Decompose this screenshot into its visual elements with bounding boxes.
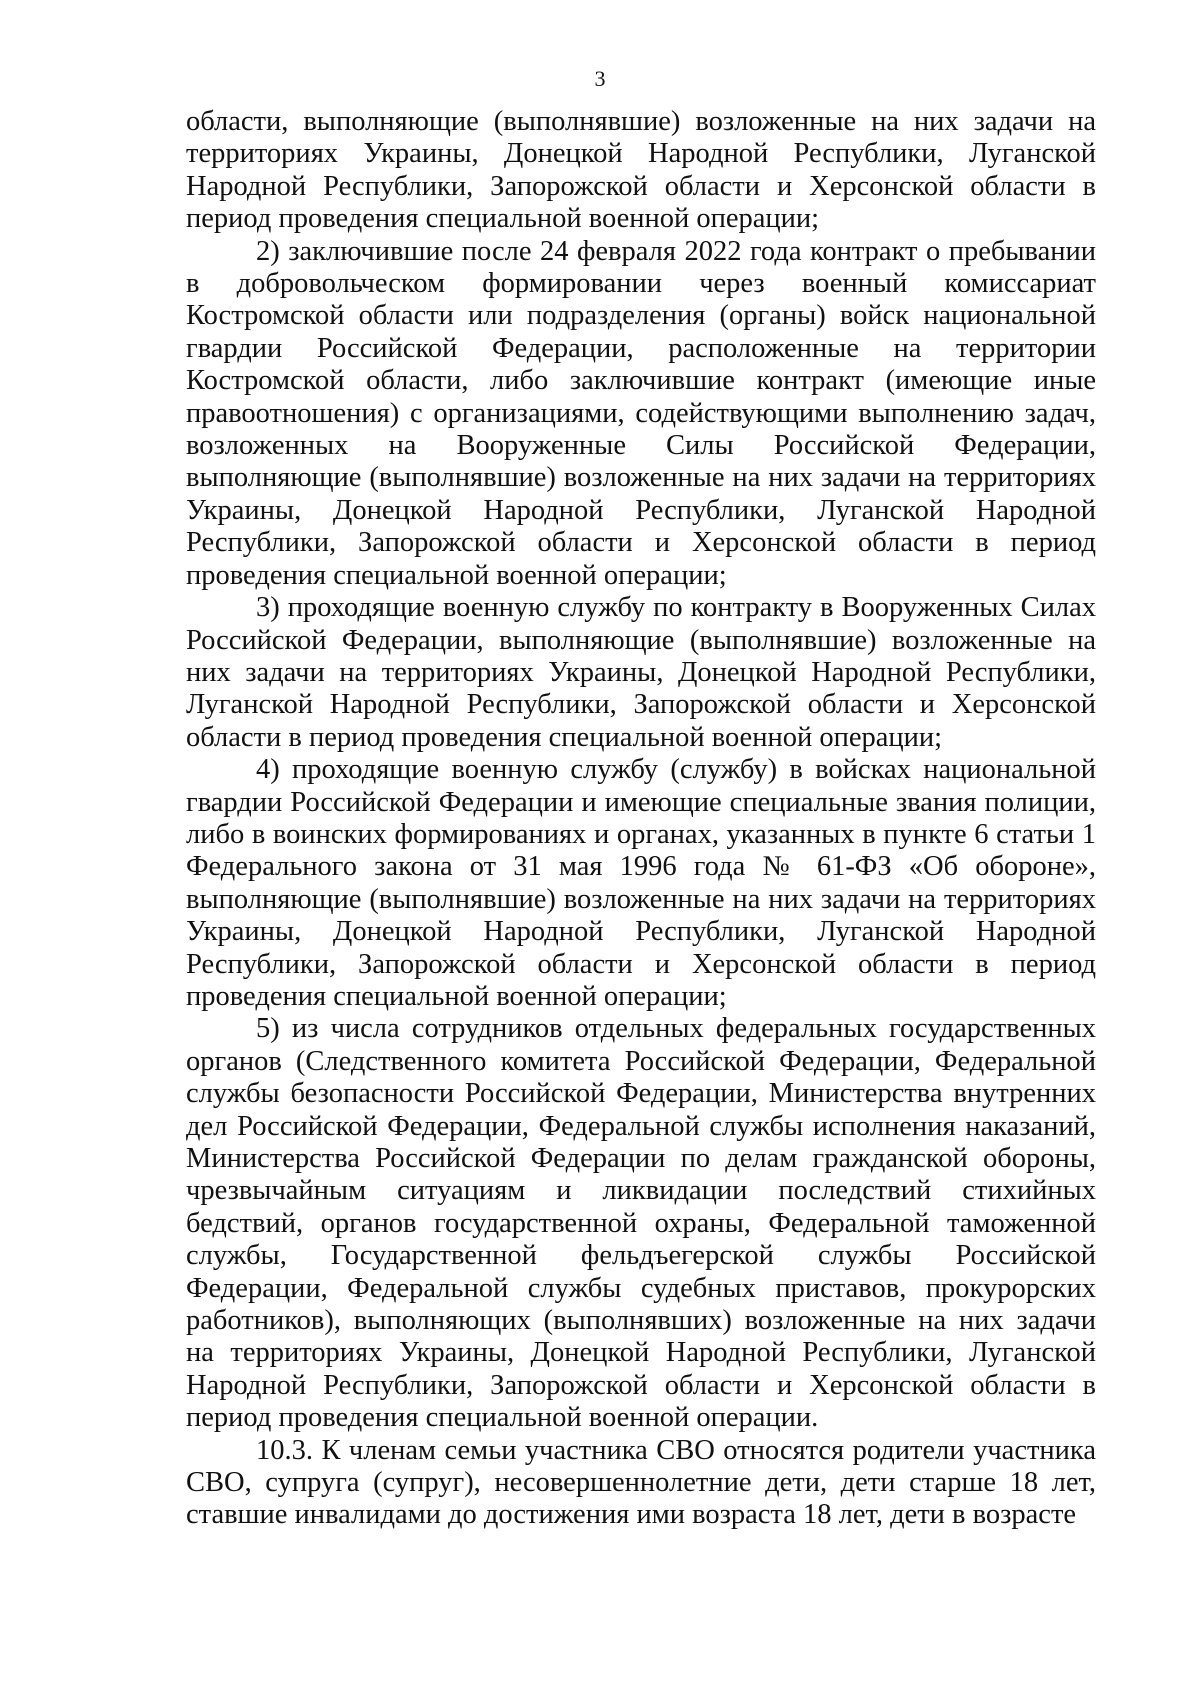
paragraph-item-4: 4) проходящие военную службу (службу) в войсках национальной гвардии Российской Федерации и имеющие специальные звания полиции, либо в воинских формированиях и органах, указанных в пункте 6 статьи 1 Федерального закона от 31 мая 1996 года № 61-ФЗ «Об обороне», выполняющие (выполнявшие) возложенные на них задачи на территориях Украины, Донецкой Народной Республики, Луганской Народной Республики, Запорожской области и Херсонской области в период проведения специальной военной операции; — [186, 754, 1096, 1012]
page-number: 3 — [594, 66, 606, 91]
paragraph-item-5: 5) из числа сотрудников отдельных федеральных государственных органов (Следственного комитета Российской Федерации, Федеральной службы безопасности Российской Федерации, Министерства внутренних дел Российской Федерации, Федеральной службы исполнения наказаний, Министерства Российской Федерации по делам гражданской обороны, чрезвычайным ситуациям и ликвидации последствий стихийных бедствий, органов государственной охраны, Федеральной таможенной службы, Государственной фельдъегерской службы Российской Федерации, Федеральной службы судебных приставов, прокурорских работников), выполняющих (выполнявших) возложенные на них задачи на территориях Украины, Донецкой Народной Республики, Луганской Народной Республики, Запорожской области и Херсонской области в период проведения специальной военной операции. — [186, 1013, 1096, 1434]
paragraph-item-3: 3) проходящие военную службу по контракту в Вооруженных Силах Российской Федерации, выполняющие (выполнявшие) возложенные на них задачи на территориях Украины, Донецкой Народной Республики, Луганской Народной Республики, Запорожской области и Херсонской области в период проведения специальной военной операции; — [186, 592, 1096, 753]
paragraph-continuation: области, выполняющие (выполнявшие) возложенные на них задачи на территориях Украины, Донецкой Народной Республики, Луганской Народной Республики, Запорожской области и Херсонской области в период проведения специальной военной операции; — [186, 106, 1096, 235]
paragraph-10-3: 10.3. К членам семьи участника СВО относятся родители участника СВО, супруга (супруг), несовершеннолетние дети, дети старше 18 лет, ставшие инвалидами до достижения ими возраста 18 лет, дети в возрасте — [186, 1434, 1096, 1531]
paragraph-item-2: 2) заключившие после 24 февраля 2022 года контракт о пребывании в добровольческом формировании через военный комиссариат Костромской области или подразделения (органы) войск национальной гвардии Российской Федерации, расположенные на территории Костромской области, либо заключившие контракт (имеющие иные правоотношения) с организациями, содействующими выполнению задач, возложенных на Вооруженные Силы Российской Федерации, выполняющие (выполнявшие) возложенные на них задачи на территориях Украины, Донецкой Народной Республики, Луганской Народной Республики, Запорожской области и Херсонской области в период проведения специальной военной операции; — [186, 235, 1096, 591]
document-body — [186, 106, 1096, 1532]
